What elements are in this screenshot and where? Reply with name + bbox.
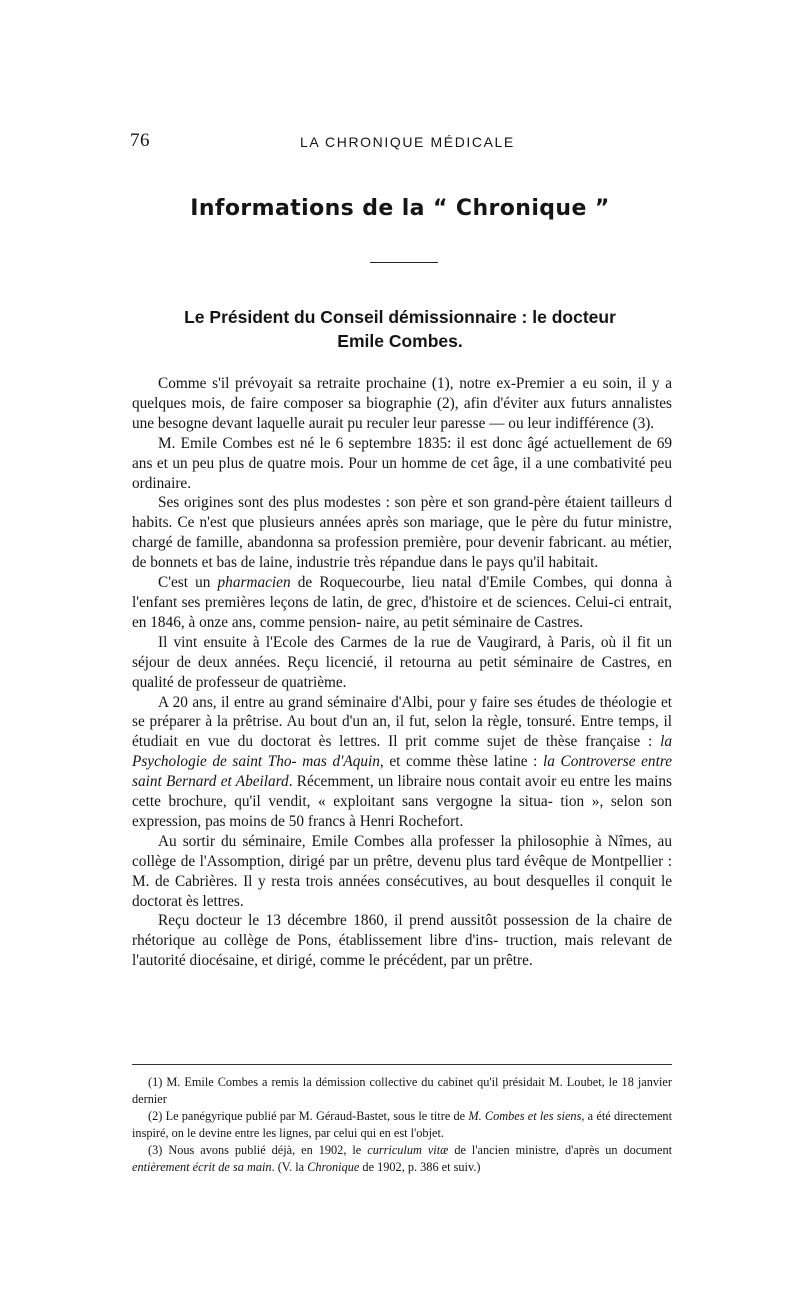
paragraph-6-end: . Récemment, un libraire nous contait avoir eu entre les mains cette brochure, qu'il vendit, « exploitant sans vergogne la situa- tion », selon son expression, pas moins de 50 francs à Henri Rochefort. [132,773,672,830]
paragraph-3: Ses origines sont des plus modestes : son père et son grand-père étaient tailleurs d habits. Ce n'est que plusieurs années après son mariage, que le père du futur ministre, chargé de famille, abandonna sa profession première, pour devenir fabricant. au métier, de bonnets et bas de laine, industrie très répandue dans le pays qu'il habitait. [132,494,672,572]
footnote-3-curriculum: curriculum vitæ [367,1142,449,1157]
journal-title: LA CHRONIQUE MÉDICALE [300,134,515,150]
footnote-2 [132,1108,672,1142]
paragraph-5: Il vint ensuite à l'Ecole des Carmes de la rue de Vaugirard, à Paris, où il fit un séjour de deux années. Reçu licencié, il retourna au petit séminaire de Castres, en qualité de professeur de quatrième. [132,633,672,691]
paragraph-6-start: A 20 ans, il entre au grand séminaire d'Albi, pour y faire ses études de théologie et se préparer à la prêtrise. Au bout d'un an, il fut, selon la règle, tonsuré. Entre temps, il étudiait en vue du doctorat ès lettres. Il prit comme sujet de thèse française : [132,693,672,751]
emphasis-pharmacien: pharmacien [217,574,291,592]
paragraph-7: Au sortir du séminaire, Emile Combes alla professer la philosophie à Nîmes, au collège de l'Assomption, dirigé par un prêtre, devenu plus tard évêque de Montpellier : M. de Cabrières. Il y resta trois années consécutives, au bout desquelles il conquit le doctorat ès lettres. [132,832,672,910]
thesis-title-latin: la Controverse entre saint Bernard et Abeilard [132,753,672,791]
paragraph-1: Comme s'il prévoyait sa retraite prochaine (1), notre ex-Premier a eu soin, il y a quelques mois, de faire composer sa biographie (2), afin d'éviter aux futurs annalistes une besogne devant laquelle aurait pu reculer leur paresse — ou leur indifférence (3). [132,375,672,432]
article-heading [128,305,672,353]
footnote-divider [132,1064,672,1065]
title-divider [370,262,438,263]
footnote-3-middle: de l'ancien ministre, d'après un document [448,1142,673,1157]
section-title: Informations de la “ Chronique ” [190,196,610,221]
paragraph-4-end: de Roquecourbe, lieu natal d'Emile Combes, qui donna à l'enfant ses premières leçons de latin, de grec, d'histoire et de sciences. Celui-ci entrait, en 1846, à onze ans, comme pension- naire, au petit séminaire de Castres. [132,574,672,631]
paragraph-2: M. Emile Combes est né le 6 septembre 1835: il est donc âgé actuellement de 69 ans et un peu plus de quatre mois. Pour un homme de cet âge, il a une combativité peu ordinaire. [132,434,672,492]
paragraph-6 [132,693,672,832]
article-heading-line-2: Emile Combes. [337,331,463,351]
footnote-3 [132,1142,672,1176]
footnote-2-start: (2) Le panégyrique publié par M. Géraud-Bastet, sous le titre de [148,1108,469,1123]
footnote-3-start: (3) Nous avons publié déjà, en 1902, le [148,1142,368,1157]
running-head [130,130,670,158]
footnote-3-emphasis: entièrement écrit de sa main [132,1159,272,1174]
footnote-2-end: , a été directement inspiré, on le devine entre les lignes, par celui qui en est l'objet. [132,1108,672,1140]
paragraph-8: Reçu docteur le 13 décembre 1860, il prend aussitôt possession de la chaire de rhétorique au collège de Pons, établissement libre d'ins- truction, mais relevant de l'autorité diocésaine, et dirigé, comme le précédent, par un prêtre. [132,912,672,970]
footnote-3-end: de 1902, p. 386 et suiv.) [359,1159,481,1174]
footnote-1: (1) M. Emile Combes a remis la démission collective du cabinet qu'il présidait M. Loubet, le 18 janvier dernier [132,1075,672,1106]
paragraph-4 [132,573,672,633]
page-number: 76 [130,130,150,151]
paragraph-4-start: C'est un [158,574,218,592]
footnote-3-middle-2: . (V. la [271,1159,308,1174]
article-body [132,374,672,971]
thesis-title-french: la Psychologie de saint Tho- mas d'Aquin [132,733,672,771]
footnote-2-book-title: M. Combes et les siens [468,1108,582,1123]
article-heading-line-1: Le Président du Conseil démissionnaire : le docteur [184,307,616,327]
footnotes [132,1074,672,1175]
paragraph-6-middle: , et comme thèse latine : [379,753,543,771]
footnote-3-journal: Chronique [307,1159,360,1174]
